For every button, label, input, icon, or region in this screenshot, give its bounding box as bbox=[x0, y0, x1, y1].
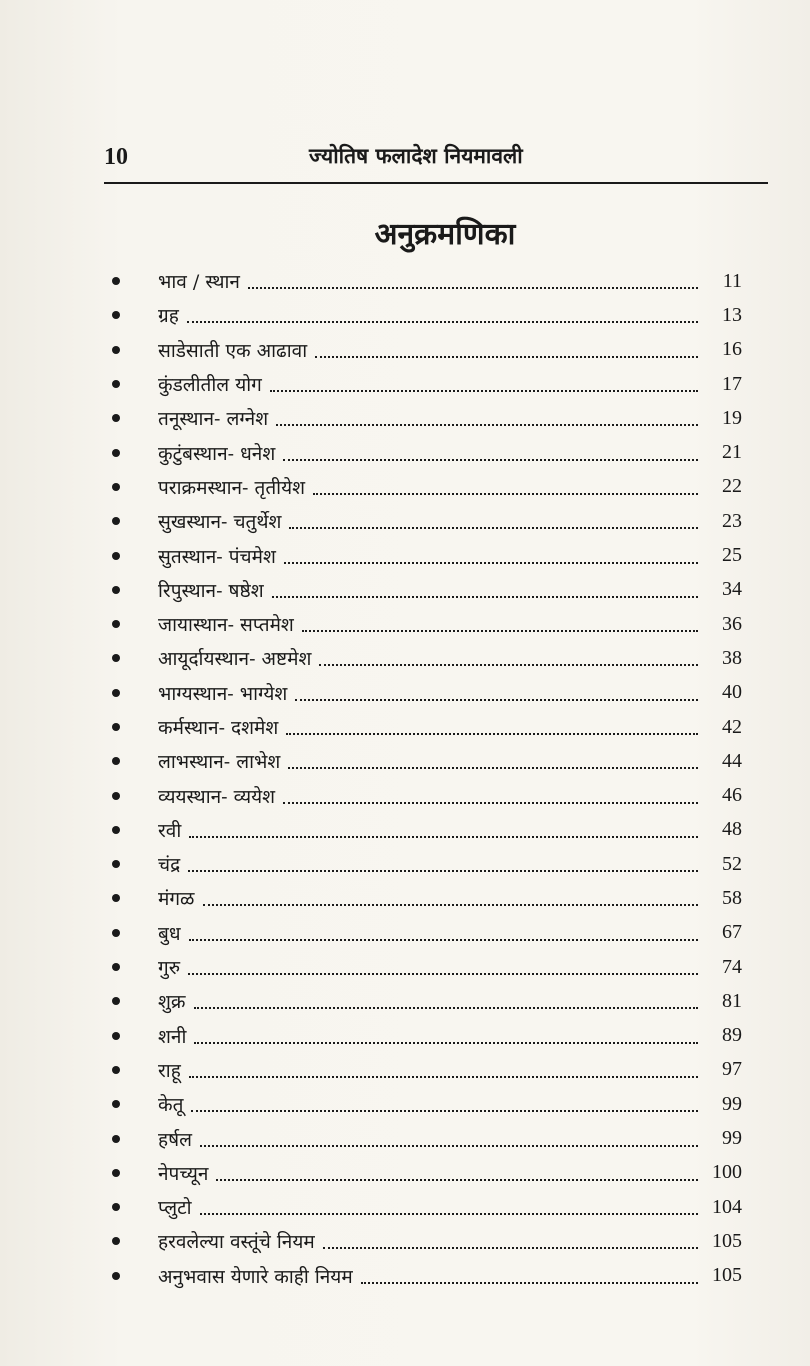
toc-entry bbox=[112, 778, 742, 812]
bullet-icon bbox=[112, 1100, 120, 1108]
toc-entry-page: 104 bbox=[712, 1195, 742, 1218]
toc-entry-page: 58 bbox=[722, 886, 742, 909]
bullet-icon bbox=[112, 414, 120, 422]
toc-entry bbox=[112, 710, 742, 744]
bullet-icon bbox=[112, 346, 120, 354]
bullet-icon bbox=[112, 586, 120, 594]
bullet-icon bbox=[112, 929, 120, 937]
toc-entry-title: रवी bbox=[158, 819, 182, 842]
toc-entry-title: साडेसाती एक आढावा bbox=[158, 339, 308, 362]
toc-entry-page: 42 bbox=[722, 715, 742, 738]
dot-leader bbox=[194, 1007, 698, 1009]
toc-entry-title: हरवलेल्या वस्तूंचे नियम bbox=[158, 1231, 315, 1254]
dot-leader bbox=[361, 1282, 698, 1284]
toc-entry bbox=[112, 1019, 742, 1053]
dot-leader bbox=[203, 904, 699, 906]
toc-entry bbox=[112, 1156, 742, 1190]
toc-entry-title: जायास्थान- सप्तमेश bbox=[158, 614, 294, 637]
toc-entry bbox=[112, 1087, 742, 1121]
toc-entry-page: 11 bbox=[722, 269, 742, 292]
toc-entry-title: चंद्र bbox=[158, 854, 181, 877]
toc-entry-title: नेपच्यून bbox=[158, 1162, 209, 1185]
header-rule bbox=[104, 182, 768, 184]
toc-entry bbox=[112, 1121, 742, 1155]
toc-entry-title: कुंडलीतील योग bbox=[158, 374, 262, 397]
toc-entry bbox=[112, 367, 742, 401]
bullet-icon bbox=[112, 517, 120, 525]
bullet-icon bbox=[112, 997, 120, 1005]
toc-entry-title: लाभस्थान- लाभेश bbox=[158, 751, 281, 774]
dot-leader bbox=[188, 870, 698, 872]
toc-entry bbox=[112, 573, 742, 607]
bullet-icon bbox=[112, 1032, 120, 1040]
toc-entry bbox=[112, 470, 742, 504]
toc-entry-page: 105 bbox=[712, 1264, 742, 1287]
running-header bbox=[104, 140, 768, 180]
dot-leader bbox=[248, 287, 698, 289]
bullet-icon bbox=[112, 620, 120, 628]
bullet-icon bbox=[112, 1272, 120, 1280]
toc-entry-page: 74 bbox=[722, 955, 742, 978]
bullet-icon bbox=[112, 1203, 120, 1211]
toc-entry-title: ग्रह bbox=[158, 305, 179, 328]
toc-entry bbox=[112, 1224, 742, 1258]
toc-entry bbox=[112, 538, 742, 572]
toc-entry-page: 67 bbox=[722, 921, 742, 944]
toc-entry-page: 25 bbox=[722, 544, 742, 567]
dot-leader bbox=[216, 1179, 698, 1181]
bullet-icon bbox=[112, 552, 120, 560]
toc-entry bbox=[112, 1259, 742, 1293]
toc-entry bbox=[112, 1053, 742, 1087]
toc-entry-page: 17 bbox=[722, 372, 742, 395]
toc-entry-title: शुक्र bbox=[158, 991, 186, 1014]
dot-leader bbox=[295, 699, 698, 701]
dot-leader bbox=[323, 1247, 698, 1249]
page-number: 10 bbox=[104, 144, 128, 170]
toc-entry-title: तनूस्थान- लग्नेश bbox=[158, 408, 269, 431]
bullet-icon bbox=[112, 1135, 120, 1143]
toc-entry bbox=[112, 298, 742, 332]
toc-entry bbox=[112, 676, 742, 710]
toc-entry-title: मंगळ bbox=[158, 888, 195, 911]
bullet-icon bbox=[112, 1066, 120, 1074]
toc-entry-title: हर्षल bbox=[158, 1128, 192, 1151]
toc-list bbox=[112, 264, 742, 1293]
toc-entry-title: व्ययस्थान- व्ययेश bbox=[158, 785, 276, 808]
dot-leader bbox=[302, 630, 698, 632]
toc-entry bbox=[112, 641, 742, 675]
dot-leader bbox=[200, 1213, 698, 1215]
toc-entry-page: 22 bbox=[722, 475, 742, 498]
toc-entry-page: 99 bbox=[722, 1092, 742, 1115]
toc-entry-page: 52 bbox=[722, 852, 742, 875]
toc-entry-page: 23 bbox=[722, 509, 742, 532]
toc-entry-title: सुतस्थान- पंचमेश bbox=[158, 545, 276, 568]
toc-entry-title: केतू bbox=[158, 1094, 184, 1117]
toc-entry bbox=[112, 813, 742, 847]
bullet-icon bbox=[112, 311, 120, 319]
toc-entry-title: बुध bbox=[158, 922, 181, 945]
toc-heading: अनुक्रमणिका bbox=[374, 217, 516, 252]
toc-entry-page: 89 bbox=[722, 1024, 742, 1047]
toc-entry-page: 40 bbox=[722, 681, 742, 704]
bullet-icon bbox=[112, 277, 120, 285]
toc-entry-page: 81 bbox=[722, 989, 742, 1012]
bullet-icon bbox=[112, 963, 120, 971]
toc-entry-title: सुखस्थान- चतुर्थेश bbox=[158, 511, 282, 534]
bullet-icon bbox=[112, 689, 120, 697]
bullet-icon bbox=[112, 449, 120, 457]
dot-leader bbox=[189, 1076, 698, 1078]
toc-entry bbox=[112, 1190, 742, 1224]
bullet-icon bbox=[112, 380, 120, 388]
bullet-icon bbox=[112, 757, 120, 765]
dot-leader bbox=[283, 459, 698, 461]
toc-entry-title: कर्मस्थान- दशमेश bbox=[158, 717, 279, 739]
bullet-icon bbox=[112, 1237, 120, 1245]
dot-leader bbox=[189, 836, 698, 838]
toc-entry-title: कुटुंबस्थान- धनेश bbox=[158, 442, 276, 465]
toc-entry-page: 48 bbox=[722, 818, 742, 841]
toc-entry bbox=[112, 984, 742, 1018]
dot-leader bbox=[313, 493, 698, 495]
toc-entry bbox=[112, 744, 742, 778]
toc-entry bbox=[112, 916, 742, 950]
toc-entry-page: 97 bbox=[722, 1058, 742, 1081]
bullet-icon bbox=[112, 1169, 120, 1177]
toc-entry-page: 100 bbox=[712, 1161, 742, 1184]
dot-leader bbox=[284, 562, 698, 564]
book-title: ज्योतिष फलादेश नियमावली bbox=[309, 143, 523, 168]
dot-leader bbox=[194, 1042, 698, 1044]
toc-entry bbox=[112, 264, 742, 298]
bullet-icon bbox=[112, 826, 120, 834]
bullet-icon bbox=[112, 894, 120, 902]
bullet-icon bbox=[112, 483, 120, 491]
toc-entry bbox=[112, 881, 742, 915]
toc-entry-page: 105 bbox=[712, 1229, 742, 1252]
toc-entry-page: 36 bbox=[722, 612, 742, 635]
toc-entry-page: 38 bbox=[722, 646, 742, 669]
toc-entry bbox=[112, 607, 742, 641]
toc-entry bbox=[112, 950, 742, 984]
toc-entry-page: 13 bbox=[722, 303, 742, 326]
toc-entry-title: भाग्यस्थान- भाग्येश bbox=[158, 682, 288, 705]
toc-entry bbox=[112, 401, 742, 435]
dot-leader bbox=[187, 321, 698, 323]
toc-entry-title: राहू bbox=[158, 1059, 181, 1082]
toc-entry-title: प्लुटो bbox=[158, 1197, 192, 1220]
bullet-icon bbox=[112, 654, 120, 662]
dot-leader bbox=[191, 1110, 698, 1112]
dot-leader bbox=[272, 596, 698, 598]
toc-entry-title: भाव / स्थान bbox=[158, 271, 240, 294]
dot-leader bbox=[289, 527, 698, 529]
toc-entry bbox=[112, 333, 742, 367]
dot-leader bbox=[319, 664, 698, 666]
toc-entry-page: 19 bbox=[722, 406, 742, 429]
dot-leader bbox=[188, 973, 698, 975]
bullet-icon bbox=[112, 860, 120, 868]
dot-leader bbox=[283, 802, 698, 804]
toc-entry-title: पराक्रमस्थान- तृतीयेश bbox=[158, 476, 306, 499]
toc-entry-title: अनुभवास येणारे काही नियम bbox=[158, 1265, 353, 1288]
dot-leader bbox=[270, 390, 698, 392]
toc-entry-page: 44 bbox=[722, 749, 742, 772]
toc-entry bbox=[112, 435, 742, 469]
toc-entry-page: 34 bbox=[722, 578, 742, 601]
toc-entry-title: गुरु bbox=[158, 957, 181, 980]
dot-leader bbox=[200, 1145, 698, 1147]
toc-entry-page: 16 bbox=[722, 338, 742, 361]
dot-leader bbox=[288, 767, 698, 769]
dot-leader bbox=[286, 733, 698, 735]
toc-entry-title: रिपुस्थान- षष्ठेश bbox=[158, 579, 264, 602]
toc-entry bbox=[112, 504, 742, 538]
toc-entry bbox=[112, 847, 742, 881]
toc-entry-page: 21 bbox=[722, 441, 742, 464]
bullet-icon bbox=[112, 792, 120, 800]
toc-entry-page: 99 bbox=[722, 1127, 742, 1150]
dot-leader bbox=[189, 939, 698, 941]
dot-leader bbox=[315, 356, 698, 358]
toc-entry-page: 46 bbox=[722, 784, 742, 807]
dot-leader bbox=[276, 424, 698, 426]
bullet-icon bbox=[112, 723, 120, 731]
toc-entry-title: आयूर्दायस्थान- अष्टमेश bbox=[158, 648, 312, 671]
toc-entry-title: शनी bbox=[158, 1025, 187, 1048]
